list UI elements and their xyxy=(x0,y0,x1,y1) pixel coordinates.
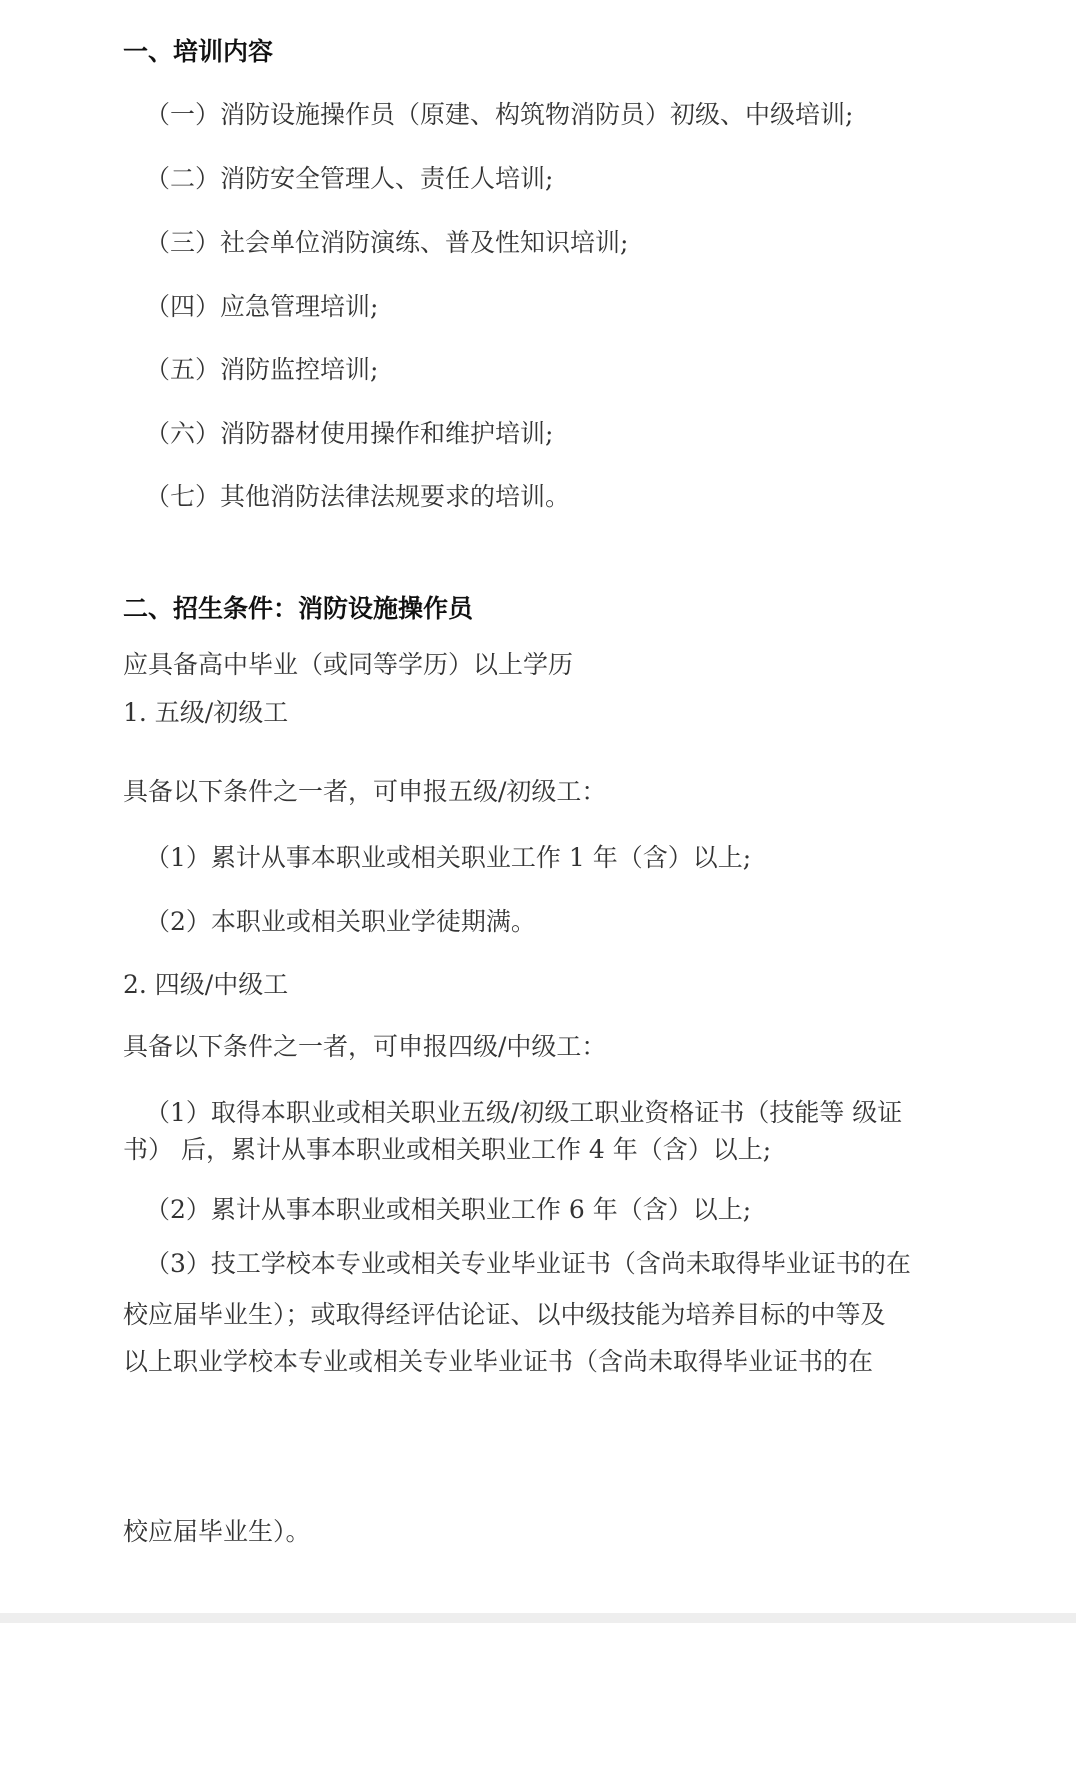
training-item: （三）社会单位消防演练、普及性知识培训; xyxy=(145,228,629,257)
condition-item: （2）累计从事本职业或相关职业工作 6 年（含）以上; xyxy=(145,1195,752,1224)
training-item: （一）消防设施操作员（原建、构筑物消防员）初级、中级培训; xyxy=(145,100,854,129)
condition-item: （2）本职业或相关职业学徒期满。 xyxy=(145,907,536,936)
condition-item-line: （3）技工学校本专业或相关专业毕业证书（含尚未取得毕业证书的在 xyxy=(145,1249,911,1278)
training-item: （六）消防器材使用操作和维护培训; xyxy=(145,419,554,448)
training-item: （五）消防监控培训; xyxy=(145,355,379,384)
condition-item-line: 以上职业学校本专业或相关专业毕业证书（含尚未取得毕业证书的在 xyxy=(123,1347,874,1376)
condition-item-line: 校应届毕业生）；或取得经评估论证、以中级技能为培养目标的中等及 xyxy=(123,1300,886,1329)
condition-item-line: 校应届毕业生）。 xyxy=(123,1517,311,1546)
training-item: （二）消防安全管理人、责任人培训; xyxy=(145,164,554,193)
level-title-intermediate: 2. 四级/中级工 xyxy=(123,970,289,999)
level-intro-intermediate: 具备以下条件之一者，可申报四级/中级工： xyxy=(123,1032,607,1061)
training-item: （七）其他消防法律法规要求的培训。 xyxy=(145,482,571,511)
education-requirement: 应具备高中毕业（或同等学历）以上学历 xyxy=(123,650,574,679)
training-item: （四）应急管理培训; xyxy=(145,292,379,321)
level-intro-junior: 具备以下条件之一者，可申报五级/初级工： xyxy=(123,777,607,806)
level-title-junior: 1. 五级/初级工 xyxy=(123,698,289,727)
condition-item-line: 书） 后，累计从事本职业或相关职业工作 4 年（含）以上; xyxy=(123,1135,772,1164)
page-break-divider xyxy=(0,1613,1076,1623)
section-heading-enrollment: 二、招生条件：消防设施操作员 xyxy=(123,594,474,623)
condition-item-line: （1）取得本职业或相关职业五级/初级工职业资格证书（技能等 级证 xyxy=(145,1098,903,1127)
condition-item: （1）累计从事本职业或相关职业工作 1 年（含）以上; xyxy=(145,843,752,872)
section-heading-training-content: 一、培训内容 xyxy=(123,37,274,66)
